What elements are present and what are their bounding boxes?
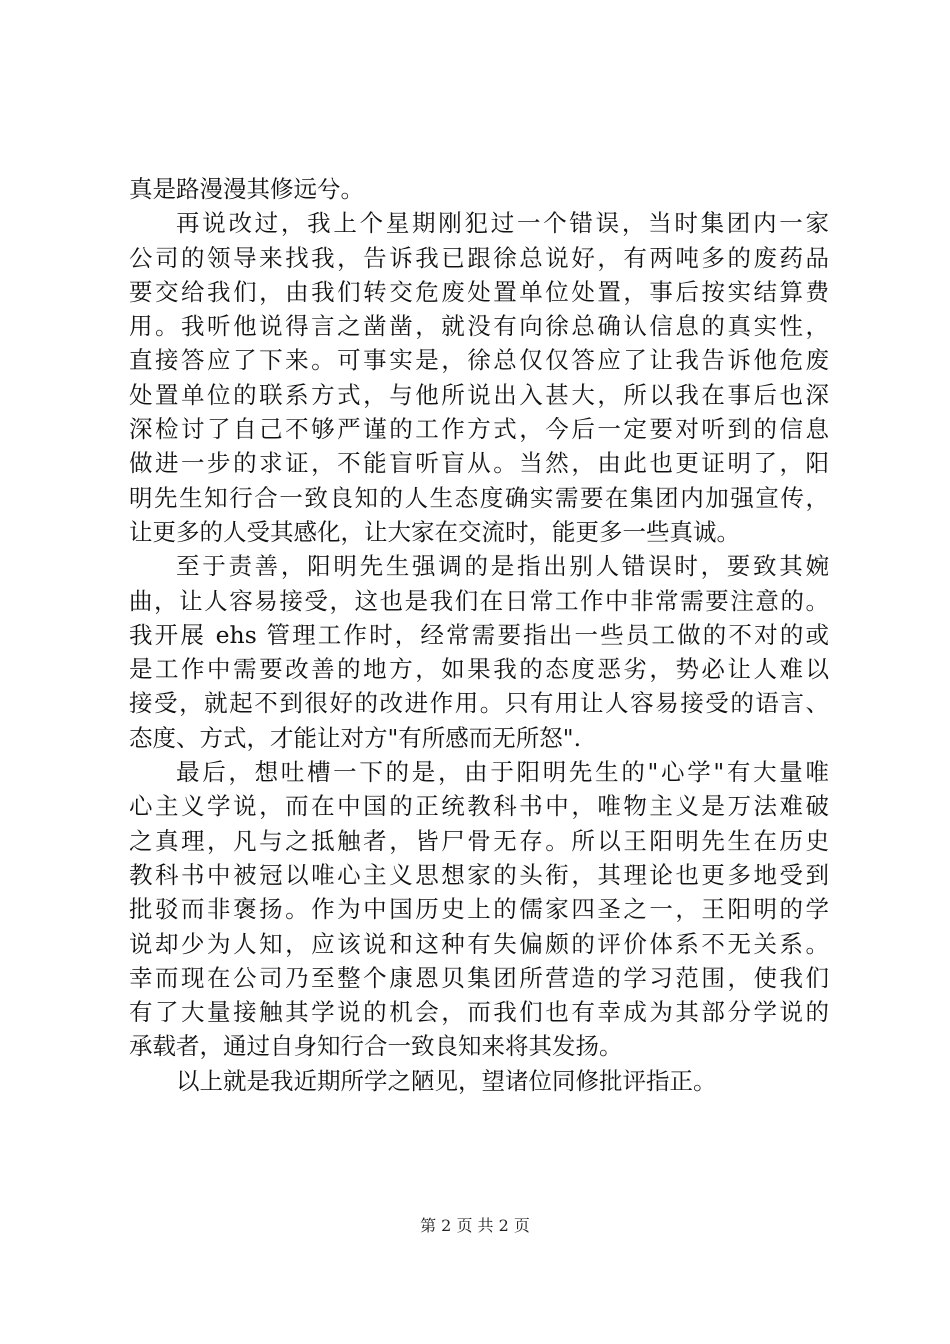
text-line: 批驳而非褒扬。作为中国历史上的儒家四圣之一，王阳明的学 <box>129 895 829 924</box>
text-line: 要交给我们，由我们转交危废处置单位处置，事后按实结算费 <box>129 277 829 306</box>
text-line: 深检讨了自己不够严谨的工作方式，今后一定要对听到的信息 <box>129 415 829 444</box>
text-line: 直接答应了下来。可事实是，徐总仅仅答应了让我告诉他危废 <box>129 346 829 375</box>
text-line: 是工作中需要改善的地方，如果我的态度恶劣，势必让人难以 <box>129 655 829 684</box>
text-line: 幸而现在公司乃至整个康恩贝集团所营造的学习范围，使我们 <box>129 963 829 992</box>
text-line: 再说改过，我上个星期刚犯过一个错误，当时集团内一家 <box>176 209 829 238</box>
text-line: 说却少为人知，应该说和这种有失偏颇的评价体系不无关系。 <box>129 929 829 958</box>
text-line: 最后，想吐槽一下的是，由于阳明先生的"心学"有大量唯 <box>176 758 829 787</box>
page-footer: 第 2 页 共 2 页 <box>420 1216 530 1235</box>
text-line: 之真理，凡与之抵触者，皆尸骨无存。所以王阳明先生在历史 <box>129 826 829 855</box>
text-line: 我开展 ehs 管理工作时，经常需要指出一些员工做的不对的或 <box>129 620 829 649</box>
text-line: 承载者，通过自身知行合一致良知来将其发扬。 <box>129 1032 623 1061</box>
text-line: 真是路漫漫其修远兮。 <box>129 175 364 203</box>
text-line: 处置单位的联系方式，与他所说出入甚大，所以我在事后也深 <box>129 380 829 409</box>
text-line: 态度、方式，才能让对方"有所感而无所怒". <box>129 723 582 752</box>
document-body <box>129 172 829 1098</box>
text-line: 以上就是我近期所学之陋见，望诸位同修批评指正。 <box>176 1066 717 1095</box>
text-line: 接受，就起不到很好的改进作用。只有用让人容易接受的语言、 <box>129 689 829 718</box>
text-line: 用。我听他说得言之凿凿，就没有向徐总确认信息的真实性， <box>129 312 829 341</box>
text-line: 至于责善，阳明先生强调的是指出别人错误时，要致其婉 <box>176 552 829 581</box>
text-line: 公司的领导来找我，告诉我已跟徐总说好，有两吨多的废药品 <box>129 243 829 272</box>
text-line: 做进一步的求证，不能盲听盲从。当然，由此也更证明了，阳 <box>129 449 829 478</box>
text-line: 让更多的人受其感化，让大家在交流时，能更多一些真诚。 <box>129 517 740 546</box>
text-line: 教科书中被冠以唯心主义思想家的头衔，其理论也更多地受到 <box>129 860 829 889</box>
text-line: 曲，让人容易接受，这也是我们在日常工作中非常需要注意的。 <box>129 586 829 615</box>
text-line: 明先生知行合一致良知的人生态度确实需要在集团内加强宣传， <box>129 483 829 512</box>
text-line: 心主义学说，而在中国的正统教科书中，唯物主义是万法难破 <box>129 792 829 821</box>
text-line: 有了大量接触其学说的机会，而我们也有幸成为其部分学说的 <box>129 998 829 1027</box>
